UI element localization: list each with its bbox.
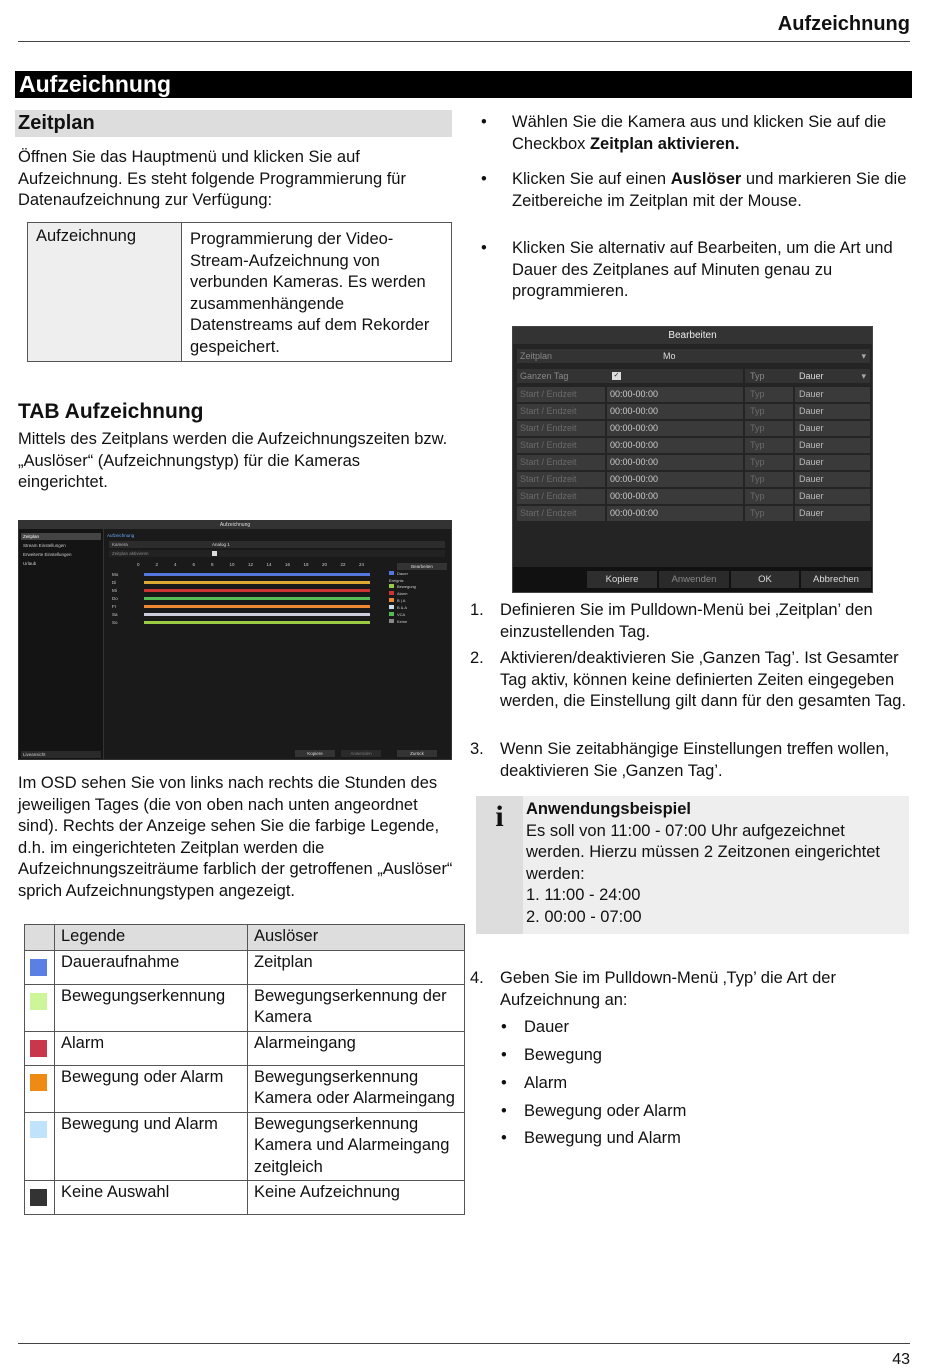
osd-legend-swatch	[389, 598, 394, 602]
info-icon: i	[476, 796, 523, 934]
bullet-trigger	[480, 169, 910, 212]
osd-legend-item[interactable]	[389, 619, 407, 625]
tab-title: TAB Aufzeichnung	[18, 400, 204, 423]
dialog-time-row	[517, 421, 870, 436]
dialog-ganzer-label: Ganzen Tag	[520, 371, 569, 381]
color-swatch	[30, 1121, 47, 1138]
dialog-ganzer-checkbox[interactable]: ✓	[613, 372, 620, 379]
bullet-text: und markieren Sie die Zeitbereiche im Zeitplan mit der Mouse.	[512, 170, 907, 210]
osd-hour-label: 24	[359, 562, 365, 567]
dialog-row-label: Start / Endzeit	[517, 489, 605, 504]
step-1	[470, 600, 910, 643]
dialog-cancel-button[interactable]: Abbrechen	[801, 571, 871, 588]
osd-day-schedule-bar[interactable]	[144, 605, 370, 608]
osd-day-schedule-bar[interactable]	[144, 581, 370, 584]
info-body	[526, 799, 906, 928]
table-row	[25, 1112, 465, 1181]
osd-day-schedule-bar[interactable]	[144, 597, 370, 600]
dialog-typ-label: Typ	[750, 371, 765, 381]
dialog-typ-field[interactable]: Dauer	[795, 489, 870, 504]
osd-legend-label: Keine	[397, 619, 408, 624]
osd-legend	[389, 571, 449, 631]
osd-legend-label: B | A	[397, 598, 406, 603]
type-item: • Dauer	[500, 1017, 569, 1039]
osd-camera-label: Kamera	[112, 542, 128, 547]
osd-day-schedule-bar[interactable]	[144, 573, 370, 576]
osd-day-labels	[112, 571, 132, 631]
table-row	[25, 984, 465, 1031]
dialog-typ-field[interactable]: Dauer	[795, 506, 870, 521]
bullet-text: Klicken Sie auf einen	[512, 170, 671, 188]
chevron-down-icon[interactable]: ▾	[861, 351, 866, 361]
dialog-ok-button[interactable]: OK	[731, 571, 799, 588]
osd-hour-label: 20	[322, 562, 328, 567]
osd-legend-item[interactable]	[389, 598, 405, 604]
zeitplan-title: Zeitplan	[15, 110, 452, 137]
tab-description: Mittels des Zeitplans werden die Aufzeichnungszeiten bzw. „Auslöser“ (Aufzeichnungstyp) für die Kameras eingerichtet.	[18, 430, 448, 491]
info-line-2: 2. 00:00 - 07:00	[526, 907, 642, 926]
osd-day-label: Do	[112, 596, 118, 601]
dialog-typ-row	[745, 369, 870, 383]
legend-swatch-cell	[25, 1031, 55, 1065]
osd-legend-swatch	[389, 591, 394, 595]
step-number: 4.	[470, 969, 484, 987]
osd-day-schedule-bar[interactable]	[144, 589, 370, 592]
legend-swatch-cell	[25, 1065, 55, 1112]
dialog-typ-label: Typ	[745, 404, 793, 419]
dialog-row-label: Start / Endzeit	[517, 404, 605, 419]
osd-legend-label: B & A	[397, 605, 408, 610]
type-item: • Bewegung und Alarm	[500, 1128, 681, 1150]
legend-name: Bewegung und Alarm	[55, 1112, 248, 1181]
osd-enable-row	[109, 550, 445, 557]
color-swatch	[30, 993, 47, 1010]
osd-sidebar	[19, 529, 104, 759]
trigger-header: Auslöser	[248, 925, 465, 951]
step-text: Wenn Sie zeitabhängige Einstellungen treffen wollen, deaktivieren Sie ‚Ganzen Tag’.	[500, 740, 890, 780]
osd-titlebar: Aufzeichnung	[19, 521, 451, 529]
osd-copy-button[interactable]: Kopiere	[295, 750, 335, 757]
bullet-select-camera	[480, 112, 910, 155]
dialog-time-field[interactable]: 00:00-00:00	[607, 489, 743, 504]
legend-swatch-cell	[25, 1112, 55, 1181]
osd-enable-label: Zeitplan aktivieren	[112, 551, 149, 556]
dialog-time-row	[517, 506, 870, 521]
dialog-typ-label: Typ	[745, 455, 793, 470]
bullet-text: Klicken Sie alternativ auf Bearbeiten, um die Art und Dauer des Zeitplanes auf Minuten genau zu programmieren.	[512, 239, 893, 300]
osd-hour-label: 10	[229, 562, 235, 567]
dialog-time-field[interactable]: 00:00-00:00	[607, 472, 743, 487]
type-item: • Alarm	[500, 1073, 567, 1095]
type-item: • Bewegung	[500, 1045, 602, 1067]
dialog-apply-button[interactable]: Anwenden	[659, 571, 729, 588]
dialog-typ-field[interactable]: Dauer	[795, 404, 870, 419]
legend-swatch-cell	[25, 950, 55, 984]
osd-day-label: Mi	[112, 588, 117, 593]
section-title: Aufzeichnung	[15, 71, 912, 98]
osd-hour-label: 16	[285, 562, 291, 567]
dialog-time-row	[517, 404, 870, 419]
dialog-typ-label: Typ	[745, 506, 793, 521]
osd-legend-dauer[interactable]: Dauer	[389, 571, 408, 577]
trigger-name: Bewegungserkennung der Kamera	[248, 984, 465, 1031]
dialog-typ-select[interactable]: Dauer	[799, 371, 824, 381]
trigger-name: Bewegungserkennung Kamera oder Alarmeingang	[248, 1065, 465, 1112]
osd-apply-button[interactable]: Anwenden	[341, 750, 381, 757]
page-number: 43	[892, 1351, 910, 1368]
osd-legend-item[interactable]	[389, 612, 405, 618]
dialog-typ-field[interactable]: Dauer	[795, 472, 870, 487]
osd-day-schedule-bar[interactable]	[144, 613, 370, 616]
dialog-typ-label: Typ	[745, 489, 793, 504]
osd-day-schedule-bar[interactable]	[144, 621, 370, 624]
info-text: Es soll von 11:00 - 07:00 Uhr aufgezeichnet werden. Hierzu müssen 2 Zeitzonen eingerichtet werden:	[526, 821, 881, 883]
legend-name: Bewegung oder Alarm	[55, 1065, 248, 1112]
legend-header-swatch	[25, 925, 55, 951]
info-box	[476, 796, 909, 934]
dialog-zeitplan-row	[517, 349, 870, 363]
table-row	[25, 1065, 465, 1112]
dialog-row-label: Start / Endzeit	[517, 387, 605, 402]
step-number: 3.	[470, 740, 484, 758]
color-swatch	[30, 1189, 47, 1206]
trigger-name: Bewegungserkennung Kamera und Alarmeingang zeitgleich	[248, 1112, 465, 1181]
osd-hour-label: 14	[266, 562, 272, 567]
dialog-typ-label: Typ	[745, 472, 793, 487]
bullet-edit	[480, 238, 910, 303]
info-title: Anwendungsbeispiel	[526, 800, 692, 818]
footer-divider	[18, 1343, 910, 1344]
osd-legend-swatch	[389, 584, 394, 588]
osd-legend-item[interactable]	[389, 605, 407, 611]
osd-hour-label: 18	[303, 562, 309, 567]
osd-hour-label: 12	[248, 562, 254, 567]
dialog-typ-label: Typ	[745, 438, 793, 453]
color-swatch	[30, 1074, 47, 1091]
dialog-typ-field[interactable]: Dauer	[795, 421, 870, 436]
legend-table	[24, 924, 465, 1215]
legend-header: Legende	[55, 925, 248, 951]
osd-day-label: Sa	[112, 612, 118, 617]
color-swatch	[30, 1040, 47, 1057]
osd-back-button[interactable]: Zurück	[397, 750, 437, 757]
bullet-text: Wählen Sie die Kamera aus und klicken Sie auf die Checkbox	[512, 113, 887, 153]
osd-enable-checkbox[interactable]	[212, 551, 217, 556]
osd-explanation: Im OSD sehen Sie von links nach rechts die Stunden des jeweiligen Tages (die von oben nach unten angeordnet sind). Rechts der Anzeige sehen Sie die farbige Legende, d.h. im eingerichteten Zeitplan werden die Aufzeichnungszeiträume farblich der getroffenen „Auslöser“ sprich Aufzeichnungstypen angezeigt.	[18, 774, 453, 900]
dialog-row-label: Start / Endzeit	[517, 438, 605, 453]
type-item: • Bewegung oder Alarm	[500, 1101, 686, 1123]
osd-hour-label: 2	[155, 562, 159, 567]
dialog-row-label: Start / Endzeit	[517, 506, 605, 521]
osd-day-label: Di	[112, 580, 117, 585]
dialog-time-field[interactable]: 00:00-00:00	[607, 438, 743, 453]
osd-camera-row	[109, 541, 445, 548]
dialog-typ-field[interactable]: Dauer	[795, 455, 870, 470]
legend-swatch-cell	[25, 1181, 55, 1215]
edit-dialog	[512, 326, 873, 593]
dialog-row-label: Start / Endzeit	[517, 472, 605, 487]
osd-legend-label: Alarm	[397, 591, 408, 596]
osd-menu-item[interactable]: Urlaub	[23, 561, 37, 566]
dialog-time-field[interactable]: 00:00-00:00	[607, 404, 743, 419]
legend-name: Alarm	[55, 1031, 248, 1065]
zeitplan-intro: Öffnen Sie das Hauptmenü und klicken Sie auf Aufzeichnung. Es steht folgende Programmierung für Datenaufzeichnung zur Verfügung:	[18, 148, 406, 209]
table-row	[25, 1181, 465, 1215]
osd-hour-label: 8	[211, 562, 214, 567]
osd-legend-swatch	[389, 605, 394, 609]
definition-table	[27, 222, 452, 362]
step-2	[470, 648, 910, 713]
dialog-time-row	[517, 472, 870, 487]
legend-header-row	[25, 925, 465, 951]
osd-legend-label: Bewegung	[397, 584, 416, 589]
step-number: 1.	[470, 601, 484, 619]
osd-legend-item[interactable]	[389, 584, 416, 590]
table-row	[25, 950, 465, 984]
osd-hour-label: 4	[174, 562, 177, 567]
dialog-zeitplan-select[interactable]: Mo	[663, 351, 676, 361]
dialog-ganzer-row	[517, 369, 743, 383]
dialog-time-row	[517, 489, 870, 504]
osd-legend-label: VCA	[397, 612, 406, 617]
dialog-time-field[interactable]: 00:00-00:00	[607, 421, 743, 436]
dialog-row-label: Start / Endzeit	[517, 421, 605, 436]
dialog-time-field[interactable]: 00:00-00:00	[607, 387, 743, 402]
legend-name: Bewegungserkennung	[55, 984, 248, 1031]
dialog-copy-button[interactable]: Kopiere	[587, 571, 657, 588]
osd-tab[interactable]: Aufzeichnung	[107, 533, 135, 538]
osd-hours	[137, 561, 367, 569]
osd-hour-label: 0	[137, 562, 140, 567]
osd-legend-swatch	[389, 612, 394, 616]
dialog-typ-label: Typ	[745, 421, 793, 436]
trigger-name: Alarmeingang	[248, 1031, 465, 1065]
osd-legend-item[interactable]	[389, 591, 407, 597]
bullet-bold: Auslöser	[670, 170, 742, 188]
osd-day-label: So	[112, 620, 118, 625]
header-title: Aufzeichnung	[777, 13, 910, 35]
definition-key: Aufzeichnung	[28, 223, 182, 362]
step-4	[470, 968, 910, 1011]
step-text: Definieren Sie im Pulldown-Menü bei ‚Zeitplan’ den einzustellenden Tag.	[500, 601, 873, 641]
dialog-time-row	[517, 387, 870, 402]
osd-menu-item[interactable]: Erweiterte Einstellungen	[23, 552, 72, 557]
osd-legend-items	[389, 584, 449, 630]
step-number: 2.	[470, 649, 484, 667]
legend-swatch-cell	[25, 984, 55, 1031]
chevron-down-icon[interactable]: ▾	[861, 371, 866, 381]
legend-name: Daueraufnahme	[55, 950, 248, 984]
table-row	[25, 1031, 465, 1065]
osd-legend-swatch	[389, 619, 394, 623]
trigger-name: Keine Aufzeichnung	[248, 1181, 465, 1215]
trigger-name: Zeitplan	[248, 950, 465, 984]
step-text: Aktivieren/deaktivieren Sie ‚Ganzen Tag’. Ist Gesamter Tag aktiv, können keine definierten Zeiten eingegeben werden, die Einstellung gilt dann für den gesamten Tag.	[500, 649, 907, 710]
step-3	[470, 739, 910, 782]
dialog-time-field[interactable]: 00:00-00:00	[607, 455, 743, 470]
dialog-typ-label: Typ	[745, 387, 793, 402]
dialog-typ-field[interactable]: Dauer	[795, 387, 870, 402]
osd-schedule-grid[interactable]	[144, 571, 370, 627]
info-line-1: 1. 11:00 - 24:00	[526, 886, 641, 904]
osd-hour-label: 6	[192, 562, 196, 567]
osd-day-label: Fr	[112, 604, 117, 609]
osd-legend-title: Ereignis	[389, 578, 404, 583]
bullet-bold: Zeitplan aktivieren.	[589, 134, 740, 153]
dialog-title: Bearbeiten	[513, 327, 872, 344]
osd-menu-item[interactable]: Stream Einstellungen	[23, 543, 66, 548]
osd-live-button[interactable]: Liveansicht	[21, 751, 101, 758]
step-text: Geben Sie im Pulldown-Menü ‚Typ’ die Art der Aufzeichnung an:	[500, 969, 836, 1009]
color-swatch	[30, 959, 47, 976]
osd-day-label: Mo	[112, 572, 119, 577]
table-row	[28, 223, 452, 362]
osd-edit-button[interactable]: Bearbeiten	[397, 563, 447, 570]
dialog-time-row	[517, 455, 870, 470]
osd-camera-value[interactable]: Analog 1	[212, 542, 230, 547]
dialog-time-rows	[517, 387, 870, 523]
dialog-row-label: Start / Endzeit	[517, 455, 605, 470]
osd-menu-item[interactable]: Zeitplan	[21, 533, 101, 540]
header-divider	[18, 41, 910, 42]
dialog-zeitplan-label: Zeitplan	[520, 351, 553, 361]
legend-name: Keine Auswahl	[55, 1181, 248, 1215]
dialog-time-field[interactable]: 00:00-00:00	[607, 506, 743, 521]
osd-screenshot	[18, 520, 452, 760]
definition-value: Programmierung der Video-Stream-Aufzeichnung von verbunden Kameras. Es werden zusammenhängende Datenstreams auf dem Rekorder gespeichert.	[182, 223, 452, 362]
dialog-time-row	[517, 438, 870, 453]
dialog-typ-field[interactable]: Dauer	[795, 438, 870, 453]
osd-hour-label: 22	[340, 562, 346, 567]
